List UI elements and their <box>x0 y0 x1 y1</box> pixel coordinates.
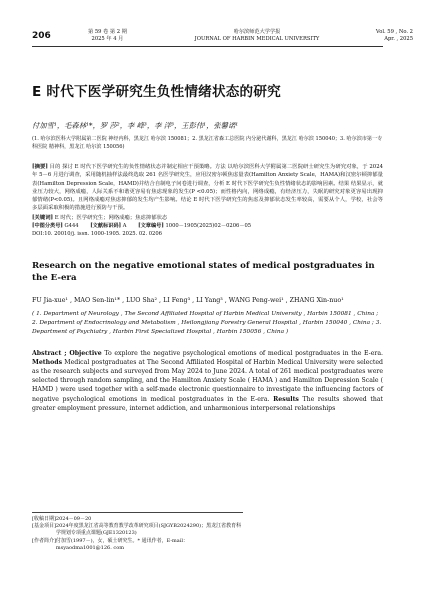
results-label: Results <box>273 395 299 403</box>
article-value: 1000－1905(2025)02－0206－05 <box>165 222 252 229</box>
footnotes <box>32 512 243 552</box>
footnote-value: 2024－09－20 <box>55 516 92 522</box>
abstract-en: Abstract ; Objective To explore the negative psychological emotions of medical postgraduates in the E-era. Methods Medical postgraduates at The Second Affiliated Hospital of Harbin Medical University were selected as the research subjects and surveyed from May 2024 to June 2024. A total of 261 medical postgraduates were selected through random sampling, and the Hamilton Anxiety Scale ( HAMA ) and Hamilton Depression Scale ( HAMD ) were used together with a self-made electronic questionnaire to investigate the influencing factors of negative psychological emotions in medical postgraduates in the E-era. Results The results showed that greater employment pressure, internet addiction, and unharmonious interpersonal relationships <box>32 349 384 412</box>
objective-text: To explore the negative psychological emotions of medical postgraduates in the E-era. <box>101 349 384 357</box>
authors-en: FU Jia-xue¹ , MAO Sen-lin¹* , LUO Sha² , LI Feng³ , LI Yang³ , WANG Peng-wei¹ , ZHANG Xin-nuo¹ <box>32 296 344 304</box>
footnote-key: [作者简介] <box>32 537 56 544</box>
authors-cn: 付加雪¹，毛森林¹*，罗 莎²，李 峰³，李 洋³，王彭伟¹，张馨诺¹ <box>32 121 239 130</box>
article-label: [文章编号] <box>138 222 164 229</box>
keywords-cn <box>32 214 383 222</box>
affiliation-cn: (1. 哈尔滨医科大学附属第二医院 神经内科，黑龙江 哈尔滨 150081；2. 黑龙江省森工总医院 内分泌代谢科，黑龙江 哈尔滨 150040；3. 哈尔滨市第一专科医院 精神科，黑龙江 哈尔滨 150056) <box>32 136 383 150</box>
date-cn: 2025 年 4 月 <box>91 36 124 42</box>
footnote-author <box>32 538 243 552</box>
results-text: The results showed that greater employment pressure, internet addiction, and unharmonious interpersonal relationships <box>32 395 383 412</box>
affiliation-en: ( 1. Department of Neurology , The Second Affiliated Hospital of Harbin Medical University , Harbin 150081 , China ; 2. Department of Endocrinology and Metabolism , Heilongjiang Forestry General Hospital , Harbin 150040 , China ; 3. Department of Psychiatry , Harbin First Specialized Hospital , Harbin 150056 , China ) <box>32 310 382 335</box>
methods-text: Medical postgraduates at The Second Affiliated Hospital of Harbin Medical University were selected as the research subjects and surveyed from May 2024 to June 2024. A total of 261 medical postgraduates were selected through random sampling, and the Hamilton Anxiety Scale ( HAMA ) and Hamilton Depression Scale ( HAMD ) were used together with a self-made electronic questionnaire to investigate the influencing factors of negative psychological emotions in medical postgraduates in the E-era. <box>32 358 383 403</box>
title-cn: E 时代下医学研究生负性情绪状态的研究 <box>32 84 281 100</box>
abstract-cn-label: [摘要] <box>32 164 48 170</box>
issue-info <box>88 29 127 43</box>
methods-label: Methods <box>32 358 63 366</box>
objective-label: Objective <box>69 349 102 357</box>
footnote-key: [收稿日期] <box>32 516 56 522</box>
doc-label: [文献标识码] <box>90 222 122 229</box>
issue-cn: 第 59 卷 第 2 期 <box>88 29 127 35</box>
keywords-cn-label: [关键词] <box>32 214 54 221</box>
volume-info <box>376 29 413 43</box>
clc-value: G444 <box>64 222 79 229</box>
footnote-value: 2024年度黑龙江省高等教育教学改革研究项目(SJGYB2024290)；黑龙江省教育科学规划专项重点课题(GJE1320123) <box>55 523 242 537</box>
doi: DOI:10. 20010/j. issn. 1000-1905. 2025. 02. 0206 <box>32 230 162 237</box>
footnote-funding <box>32 523 243 537</box>
keywords-cn-text: E 时代；医学研究生；网络成瘾；焦虑抑郁状态 <box>54 214 168 221</box>
footnote-value: 付加雪(1997－)，女，硕士研究生。* 通讯作者，E-mail：msyaodma1001@126. com <box>55 537 188 551</box>
footnote-key: [基金项目] <box>32 523 56 530</box>
classification-line <box>32 222 383 230</box>
journal-name <box>167 29 347 43</box>
page-number: 206 <box>32 31 51 41</box>
journal-cn: 哈尔滨师范大学学报 <box>233 29 281 35</box>
running-header <box>32 0 413 47</box>
vol-en: Vol. 59 , No. 2 <box>375 29 413 35</box>
abstract-en-label: Abstract <box>32 349 62 357</box>
abstract-cn-text: 目的 探讨 E 时代下医学研究生的负性情绪状态并制定相应干预策略。方法 以哈尔滨医科大学附属第二医院研士研究生为研究对象，于 2024 年 5－6 月进行调查，采用随机抽样法最终选取 261 名医学研究生，应用汉密尔顿焦虑量表(Hamilton Anxiety Scale，HAMA)和汉密尔顿抑郁量表(Hamilton Depression Scale，HAMD)并结合自制电子问卷进行调查，分析 E 时代下医学研究生负性情绪状态的影响因素。结果 结果显示，就业压力较大，网络成瘾，人际关系不和谐更容易有焦虑现象的发生(P <0.05)；而性格内向，网络成瘾，有经济压力，失眠的研究对象更容易出现抑郁情绪(P<0.05)。且网络成瘾对焦虑抑郁的发生均产生影响。结论 E 时代下医学研究生的焦虑及抑郁状态发生率较高，需要从个人，学校，社会等多层面采取积极的措施进行预防与干预。 <box>32 164 383 212</box>
clc-label: [中图分类号] <box>32 222 63 229</box>
abstract-cn <box>32 163 383 213</box>
date-en: Apr. , 2025 <box>384 36 413 42</box>
title-en: Research on the negative emotional states of medical postgraduates in the E-era <box>32 260 375 283</box>
journal-en: JOURNAL OF HARBIN MEDICAL UNIVERSITY <box>194 36 320 42</box>
doc-value: A <box>122 222 127 229</box>
